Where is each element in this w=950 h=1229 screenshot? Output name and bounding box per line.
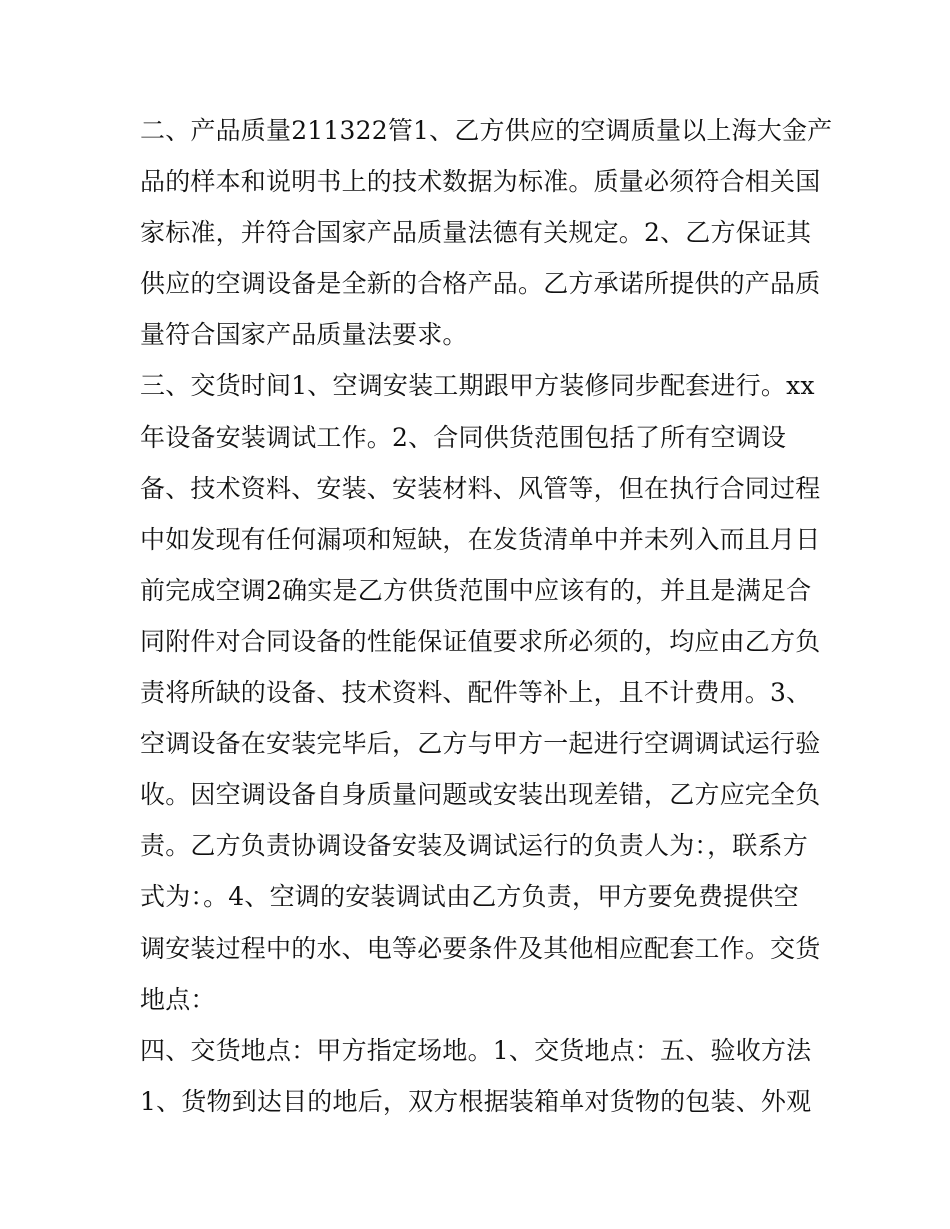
text-line: 备、技术资料、安装、安装材料、风管等，但在执行合同过程 [140, 473, 821, 503]
text-line: 地点： [140, 984, 216, 1014]
text-line: 调安装过程中的水、电等必要条件及其他相应配套工作。交货 [140, 933, 821, 963]
text-line: 供应的空调设备是全新的合格产品。乙方承诺所提供的产品质 [140, 269, 821, 299]
text-line: 家标准，并符合国家产品质量法德有关规定。2、乙方保证其 [140, 218, 812, 248]
text-line: 同附件对合同设备的性能保证值要求所必须的，均应由乙方负 [140, 626, 821, 656]
text-line: 中如发现有任何漏项和短缺，在发货清单中并未列入而且月日 [140, 524, 821, 554]
text-line: 三、交货时间1、空调安装工期跟甲方装修同步配套进行。xx [140, 371, 815, 401]
text-line: 式为：。4、空调的安装调试由乙方负责，甲方要免费提供空 [140, 882, 799, 912]
text-line: 责。乙方负责协调设备安装及调试运行的负责人为：，联系方 [140, 831, 808, 861]
text-line: 1、货物到达目的地后，双方根据装箱单对货物的包装、外观 [140, 1086, 812, 1116]
document-body [140, 105, 833, 1127]
text-line: 二、产品质量211322管1、乙方供应的空调质量以上海大金产 [140, 116, 833, 145]
text-line: 收。因空调设备自身质量问题或安装出现差错，乙方应完全负 [140, 780, 821, 810]
text-line: 责将所缺的设备、技术资料、配件等补上，且不计费用。3、 [140, 678, 812, 708]
text-line: 前完成空调2确实是乙方供货范围中应该有的，并且是满足合 [140, 575, 812, 605]
text-line: 年设备安装调试工作。2、合同供货范围包括了所有空调设 [140, 422, 787, 452]
text-line: 四、交货地点：甲方指定场地。1、交货地点：五、验收方法 [140, 1035, 812, 1065]
text-line: 空调设备在安装完毕后，乙方与甲方一起进行空调调试运行验 [140, 729, 821, 759]
text-line: 量符合国家产品质量法要求。 [140, 320, 468, 350]
text-line: 品的样本和说明书上的技术数据为标准。质量必须符合相关国 [140, 167, 821, 197]
